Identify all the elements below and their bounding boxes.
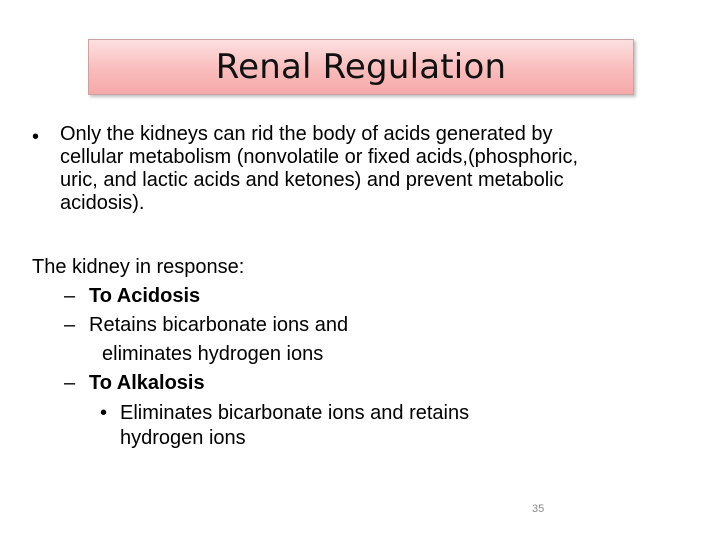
- acidosis-label: To Acidosis: [89, 285, 201, 307]
- acidosis-detail-continuation: eliminates hydrogen ions: [102, 343, 324, 365]
- main-bullet-line-4: acidosis).: [60, 192, 145, 214]
- response-intro: The kidney in response:: [32, 256, 245, 278]
- dash-marker: –: [64, 285, 76, 307]
- main-bullet-line-3: uric, and lactic acids and ketones) and prevent metabolic: [60, 169, 564, 191]
- title-box: [88, 39, 634, 95]
- slide-title: Renal Regulation: [215, 47, 507, 87]
- bullet-marker: •: [32, 126, 40, 148]
- sub-bullet-marker: •: [100, 402, 108, 424]
- alkalosis-label: To Alkalosis: [89, 372, 205, 394]
- alkalosis-detail-text: [120, 401, 469, 451]
- alkalosis-detail-line-1: Eliminates bicarbonate ions and retains: [120, 402, 470, 424]
- alkalosis-item: [64, 369, 205, 398]
- main-bullet-line-1: Only the kidneys can rid the body of acids generated by: [60, 123, 553, 145]
- dash-marker: –: [64, 314, 76, 336]
- alkalosis-detail-line-2: hydrogen ions: [120, 427, 246, 449]
- acidosis-item: [64, 282, 200, 311]
- page-number: 35: [532, 503, 545, 515]
- acidosis-detail-item: [64, 311, 348, 340]
- main-bullet-line-2: cellular metabolism (nonvolatile or fixed acids,(phosphoric,: [60, 146, 579, 168]
- acidosis-detail-line-1: Retains bicarbonate ions and: [89, 314, 349, 336]
- dash-marker: –: [64, 372, 76, 394]
- main-bullet-text: [60, 123, 578, 215]
